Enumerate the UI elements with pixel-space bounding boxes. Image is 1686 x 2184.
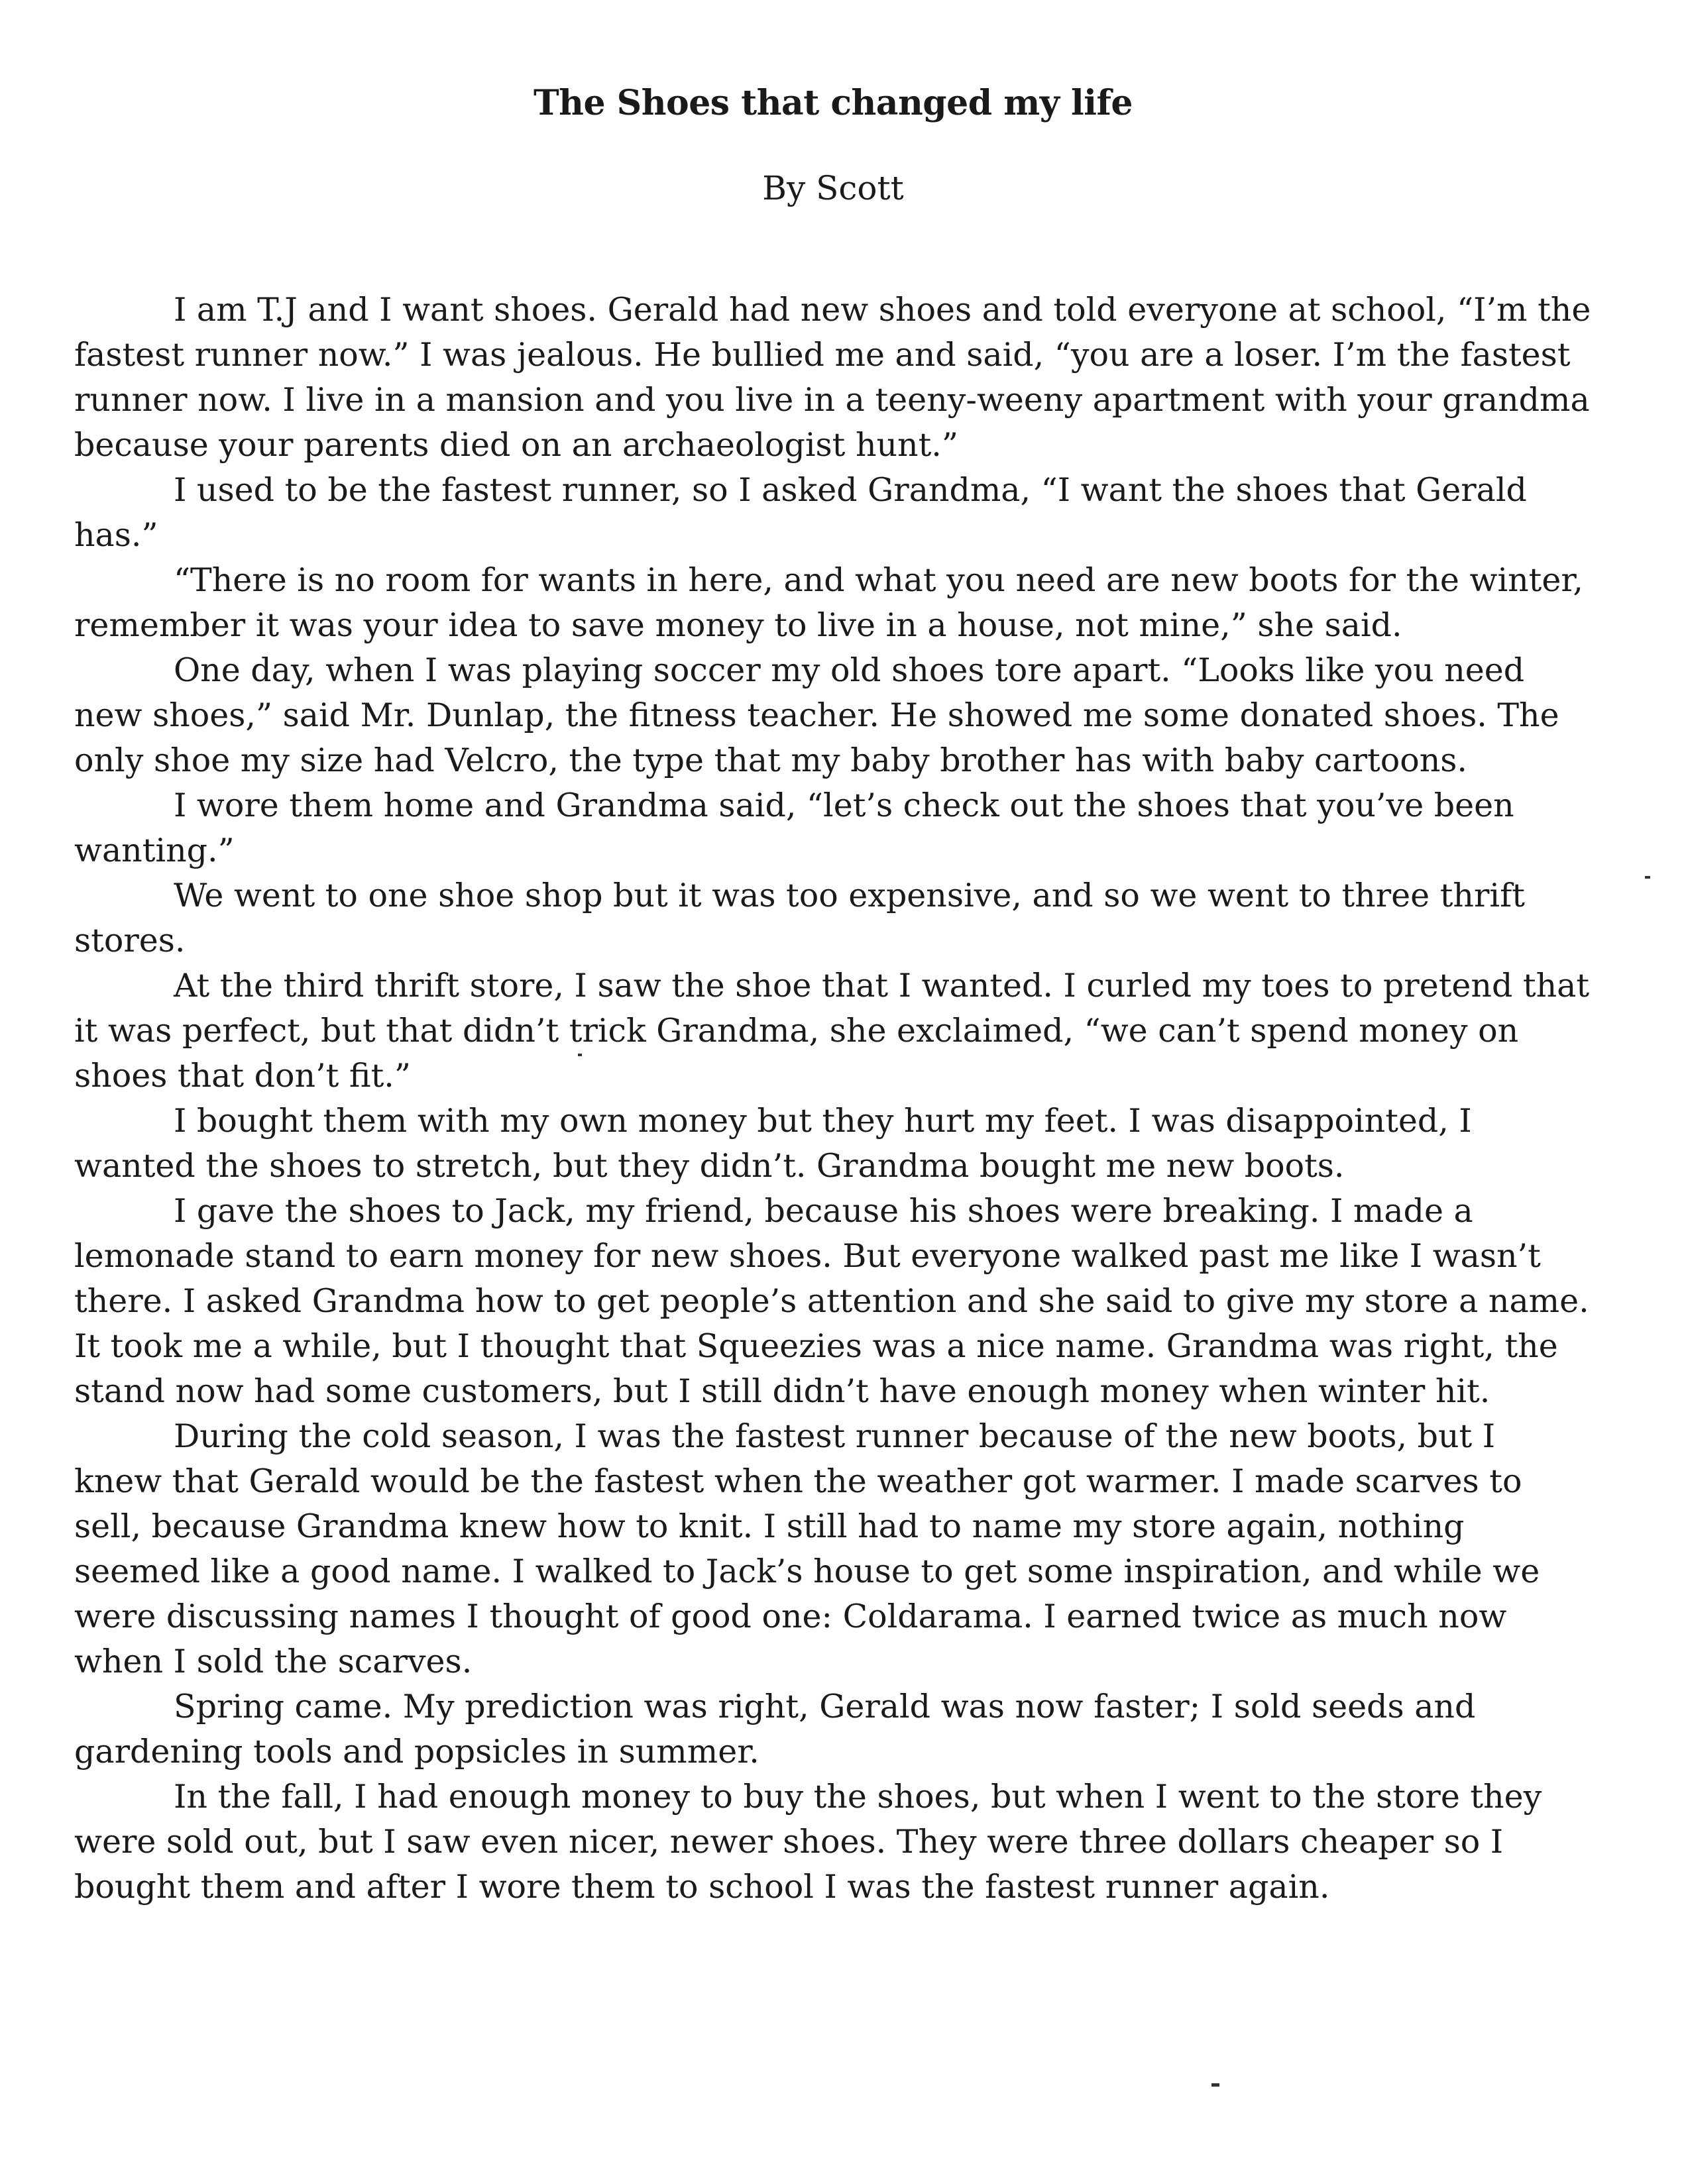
paragraph-8: I bought them with my own money but they hurt my feet. I was disappointed, I wanted the shoes to stretch, but they didn’t. Grandma bought me new boots. xyxy=(74,1102,1472,1185)
story-body xyxy=(74,288,1592,1910)
story-author: By Scott xyxy=(762,169,904,207)
scan-speck xyxy=(1211,2083,1219,2087)
scan-speck xyxy=(578,1054,582,1056)
paragraph-10: During the cold season, I was the fastest runner because of the new boots, but I knew that Gerald would be the fastest when the weather got warmer. I made scarves to sell, because Grandma knew how to knit. I still had to name my store again, nothing seemed like a good name. I walked to Jack’s house to get some inspiration, and while we were discussing names I thought of good one: Coldarama. I earned twice as much now when I sold the scarves. xyxy=(74,1417,1540,1680)
paragraph-7: At the third thrift store, I saw the shoe that I wanted. I curled my toes to pretend that it was perfect, but that didn’t trick Grandma, she exclaimed, “we can’t spend money on shoes that don’t fit.” xyxy=(74,967,1590,1095)
paragraph-5: I wore them home and Grandma said, “let’s check out the shoes that you’ve been wanting.” xyxy=(74,787,1514,869)
paragraph-1: I am T.J and I want shoes. Gerald had new shoes and told everyone at school, “I’m the fastest runner now.” I was jealous. He bullied me and said, “you are a loser. I’m the fastest runner now. I live in a mansion and you live in a teeny-weeny apartment with your grandma because your parents died on an archaeologist hunt.” xyxy=(74,291,1591,464)
scan-speck xyxy=(1645,876,1650,879)
paragraph-3: “There is no room for wants in here, and what you need are new boots for the winter, remember it was your idea to save money to live in a house, not mine,” she said. xyxy=(74,561,1583,644)
paragraph-11: Spring came. My prediction was right, Gerald was now faster; I sold seeds and gardening tools and popsicles in summer. xyxy=(74,1688,1476,1771)
paragraph-12: In the fall, I had enough money to buy the shoes, but when I went to the store they were sold out, but I saw even nicer, newer shoes. They were three dollars cheaper so I bought them and after I wore them to school I was the fastest runner again. xyxy=(74,1778,1542,1906)
story-title: The Shoes that changed my life xyxy=(533,83,1133,123)
paragraph-9: I gave the shoes to Jack, my friend, because his shoes were breaking. I made a lemonade stand to earn money for new shoes. But everyone walked past me like I wasn’t there. I asked Grandma how to get people’s attention and she said to give my store a name. It took me a while, but I thought that Squeezies was a nice name. Grandma was right, the stand now had some customers, but I still didn’t have enough money when winter hit. xyxy=(74,1192,1589,1410)
paragraph-4: One day, when I was playing soccer my old shoes tore apart. “Looks like you need new shoes,” said Mr. Dunlap, the fitness teacher. He showed me some donated shoes. The only shoe my size had Velcro, the type that my baby brother has with baby cartoons. xyxy=(74,651,1559,779)
paragraph-2: I used to be the fastest runner, so I asked Grandma, “I want the shoes that Gerald has.” xyxy=(74,471,1527,554)
document-page xyxy=(74,80,1592,1910)
paragraph-6: We went to one shoe shop but it was too expensive, and so we went to three thrift stores. xyxy=(74,877,1525,959)
